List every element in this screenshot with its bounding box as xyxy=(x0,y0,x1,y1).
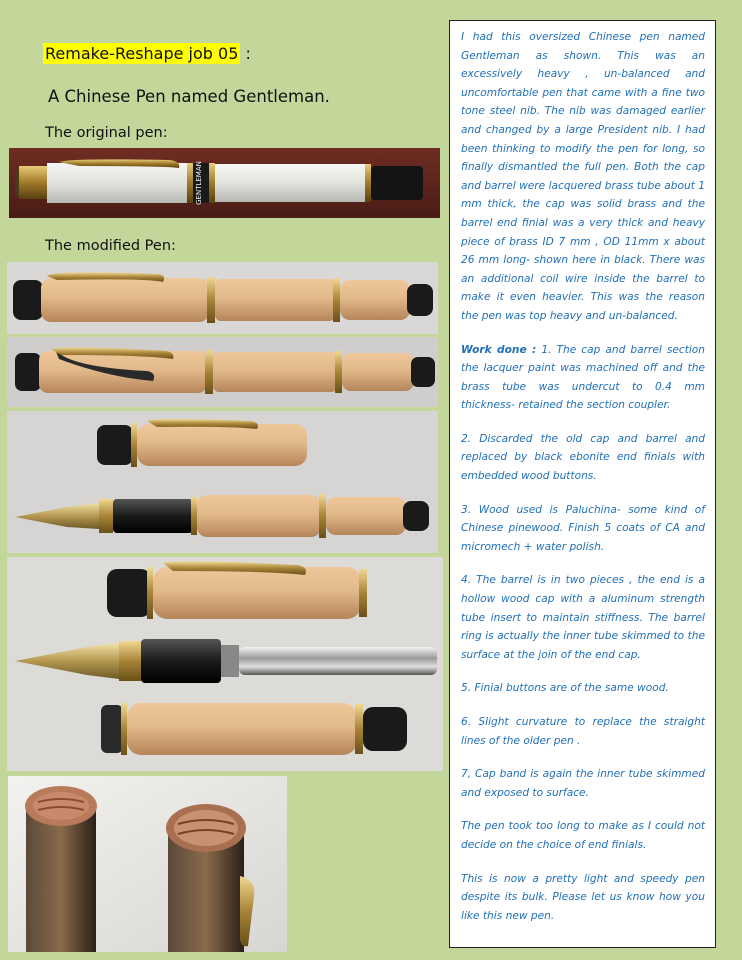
caption-original-pen: The original pen: xyxy=(45,125,168,141)
article-outro-2: This is now a pretty light and speedy pen despite its bulk. Please let us know how you like this new pen. xyxy=(461,872,705,922)
article-text-box xyxy=(449,20,716,948)
page-title xyxy=(43,44,251,63)
photo-original-pen xyxy=(9,148,440,218)
photo-pen-disassembled xyxy=(7,557,443,771)
article-outro-1: The pen took too long to make as I could not decide on the choice of end finials. xyxy=(461,820,705,851)
photo-modified-pen-1 xyxy=(7,262,438,334)
work-item-6: 6. Slight curvature to replace the straight lines of the older pen . xyxy=(461,716,705,747)
work-item-1: 1. The cap and barrel section the lacquer paint was machined off and the brass tube was undercut to 0.4 mm thickness- retained the section coupler. xyxy=(461,343,706,412)
work-item-3: 3. Wood used is Paluchina- some kind of Chinese pinewood. Finish 5 coats of CA and micromech + water polish. xyxy=(461,503,705,553)
caption-modified-pen: The modified Pen: xyxy=(45,238,176,254)
work-item-4: 4. The barrel is in two pieces , the end is a hollow wood cap with a aluminum strength tube insert to maintain stiffness. The barrel ring is actually the inner tube skimmed to the surface at the join of the end cap. xyxy=(461,574,705,661)
article-work-done xyxy=(461,341,705,415)
title-suffix: : xyxy=(240,44,251,63)
photo-finial-buttons xyxy=(8,776,287,952)
article-intro: I had this oversized Chinese pen named Gentleman as shown. This was an excessively heavy , un-balanced and uncomfortable pen that came with a fine two tone steel nib. The nib was damaged earlier and changed by a large President nib. I had been thinking to modify the pen for long, so finally dismantled the full pen. Both the cap and barrel were lacquered brass tube about 1 mm thick, the cap was solid brass and the barrel end finial was a very thick and heavy piece of brass ID 7 mm , OD 11mm x about 26 mm long- shown here in black. There was an additional coil wire inside the barrel to make it even heavier. This was the reason the pen was top heavy and un-balanced. xyxy=(461,31,705,322)
work-item-2: 2. Discarded the old cap and barrel and replaced by black ebonite end finials with embedded wood buttons. xyxy=(461,432,705,483)
work-item-7: 7, Cap band is again the inner tube skimmed and exposed to surface. xyxy=(461,768,705,799)
photo-modified-pen-2 xyxy=(7,337,438,407)
photo-modified-pen-open xyxy=(7,411,438,553)
title-highlight: Remake-Reshape job 05 xyxy=(45,44,239,63)
original-cap-band-text: GENTLEMAN xyxy=(195,161,203,205)
page-subtitle: A Chinese Pen named Gentleman. xyxy=(48,87,330,106)
work-done-label: Work done : xyxy=(461,343,537,356)
work-item-5: 5. Finial buttons are of the same wood. xyxy=(461,682,669,695)
